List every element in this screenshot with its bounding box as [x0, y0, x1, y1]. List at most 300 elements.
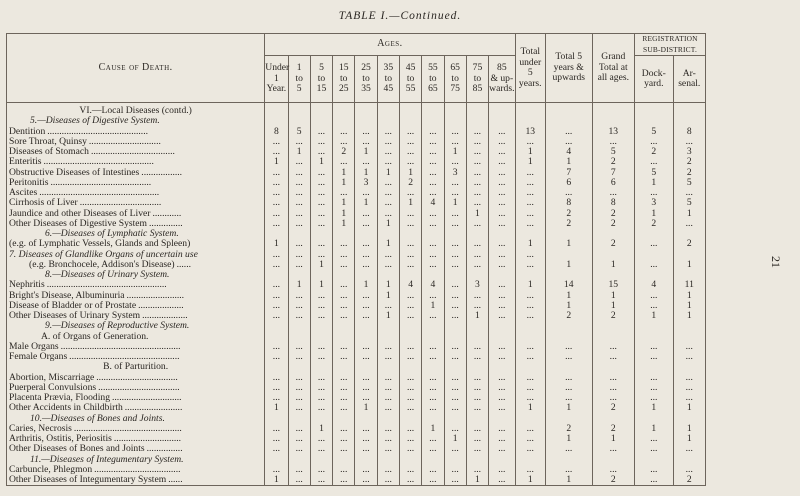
value-cell: ... — [466, 239, 488, 249]
value-cell: ... — [377, 301, 399, 311]
table-row — [7, 147, 706, 157]
value-cell: 2 — [333, 147, 355, 157]
cause-label: Peritonitis .......................................... — [7, 178, 265, 188]
empty-cell — [592, 270, 635, 280]
value-cell: ... — [377, 475, 399, 486]
value-cell: 1 — [333, 178, 355, 188]
value-cell: ... — [489, 209, 515, 219]
empty-cell — [265, 321, 288, 331]
value-cell: ... — [489, 188, 515, 198]
value-cell: ... — [466, 291, 488, 301]
value-cell — [673, 250, 705, 260]
value-cell: ... — [515, 250, 545, 260]
value-cell: ... — [444, 137, 466, 147]
value-cell: ... — [399, 147, 421, 157]
empty-cell — [545, 103, 592, 117]
value-cell: 1 — [310, 157, 332, 167]
value-cell: 4 — [422, 198, 444, 208]
value-cell: ... — [288, 393, 310, 403]
value-cell: ... — [422, 373, 444, 383]
value-cell: ... — [635, 434, 673, 444]
section-heading: 5.—Diseases of Digestive System. — [7, 116, 265, 126]
empty-cell — [444, 116, 466, 126]
value-cell: ... — [489, 342, 515, 352]
value-cell: ... — [355, 352, 377, 362]
value-cell: ... — [333, 157, 355, 167]
value-cell: 2 — [673, 157, 705, 167]
value-cell: ... — [515, 465, 545, 475]
table-row — [7, 301, 706, 311]
empty-cell — [673, 332, 705, 342]
empty-cell — [377, 414, 399, 424]
value-cell: ... — [466, 352, 488, 362]
section-heading-row — [7, 103, 706, 117]
value-cell: ... — [399, 188, 421, 198]
value-cell: ... — [489, 373, 515, 383]
cause-label: Placenta Prævia, Flooding ............................. — [7, 393, 265, 403]
value-cell: ... — [592, 342, 635, 352]
value-cell: 3 — [355, 178, 377, 188]
value-cell: ... — [355, 311, 377, 321]
value-cell: ... — [288, 291, 310, 301]
value-cell: ... — [422, 219, 444, 229]
value-cell: ... — [545, 465, 592, 475]
value-cell: ... — [422, 157, 444, 167]
value-cell: ... — [399, 250, 421, 260]
value-cell: ... — [466, 137, 488, 147]
value-cell: 1 — [545, 434, 592, 444]
value-cell: ... — [355, 465, 377, 475]
empty-cell — [310, 321, 332, 331]
empty-cell — [399, 414, 421, 424]
value-cell: ... — [399, 475, 421, 486]
value-cell: ... — [288, 188, 310, 198]
age-col-header: 55 to 65 — [422, 56, 444, 103]
cause-label: Cirrhosis of Liver .................................. — [7, 198, 265, 208]
empty-cell — [355, 332, 377, 342]
empty-cell — [489, 321, 515, 331]
empty-cell — [377, 455, 399, 465]
value-cell: ... — [422, 127, 444, 137]
value-cell: ... — [399, 424, 421, 434]
value-cell: ... — [489, 250, 515, 260]
value-cell: 8 — [673, 127, 705, 137]
value-cell: 2 — [592, 219, 635, 229]
empty-cell — [545, 321, 592, 331]
value-cell: 1 — [333, 168, 355, 178]
value-cell: ... — [377, 403, 399, 413]
cause-label: Puerperal Convulsions .................................. — [7, 383, 265, 393]
value-cell: 1 — [545, 239, 592, 249]
value-cell: ... — [515, 219, 545, 229]
value-cell: ... — [355, 239, 377, 249]
empty-cell — [635, 229, 673, 239]
empty-cell — [635, 103, 673, 117]
cause-label: Other Diseases of Urinary System ................... — [7, 311, 265, 321]
value-cell: ... — [489, 465, 515, 475]
empty-cell — [444, 103, 466, 117]
value-cell: ... — [288, 157, 310, 167]
cause-label: Nephritis .................................................. — [7, 280, 265, 290]
section-heading-row — [7, 455, 706, 465]
value-cell: 1 — [265, 157, 288, 167]
section-heading-row — [7, 332, 706, 342]
value-cell: ... — [466, 260, 488, 270]
value-cell: ... — [466, 127, 488, 137]
value-cell: ... — [515, 352, 545, 362]
value-cell: 1 — [466, 209, 488, 219]
empty-cell — [422, 229, 444, 239]
value-cell: ... — [265, 219, 288, 229]
value-cell: 1 — [377, 219, 399, 229]
value-cell: ... — [310, 147, 332, 157]
value-cell: ... — [489, 475, 515, 486]
empty-cell — [422, 116, 444, 126]
value-cell: ... — [422, 342, 444, 352]
value-cell: 2 — [673, 475, 705, 486]
empty-cell — [545, 414, 592, 424]
table-row — [7, 434, 706, 444]
empty-cell — [592, 332, 635, 342]
value-cell: ... — [310, 219, 332, 229]
value-cell: ... — [333, 424, 355, 434]
value-cell: ... — [377, 127, 399, 137]
table-row — [7, 475, 706, 486]
table-row — [7, 239, 706, 249]
value-cell: ... — [333, 403, 355, 413]
table-row — [7, 250, 706, 260]
value-cell: 8 — [265, 127, 288, 137]
value-cell: ... — [399, 301, 421, 311]
value-cell: ... — [265, 250, 288, 260]
table-row — [7, 127, 706, 137]
value-cell: ... — [333, 342, 355, 352]
empty-cell — [444, 332, 466, 342]
value-cell: ... — [466, 147, 488, 157]
value-cell: ... — [545, 342, 592, 352]
empty-cell — [288, 270, 310, 280]
empty-cell — [489, 229, 515, 239]
value-cell: ... — [265, 260, 288, 270]
value-cell: 4 — [422, 280, 444, 290]
value-cell: ... — [288, 209, 310, 219]
value-cell: ... — [333, 291, 355, 301]
value-cell: ... — [466, 373, 488, 383]
empty-cell — [422, 455, 444, 465]
cause-label: Other Diseases of Digestive System .............. — [7, 219, 265, 229]
value-cell: ... — [310, 209, 332, 219]
value-cell: ... — [288, 198, 310, 208]
value-cell: ... — [288, 311, 310, 321]
value-cell: 1 — [399, 198, 421, 208]
empty-cell — [466, 270, 488, 280]
cause-label: Sore Throat, Quinsy .............................. — [7, 137, 265, 147]
empty-cell — [310, 103, 332, 117]
value-cell: 2 — [545, 219, 592, 229]
value-cell: ... — [288, 373, 310, 383]
empty-cell — [489, 103, 515, 117]
value-cell: 1 — [673, 260, 705, 270]
cause-label: Carbuncle, Phlegmon .................................... — [7, 465, 265, 475]
value-cell: ... — [310, 127, 332, 137]
value-cell: ... — [377, 465, 399, 475]
section-heading-row — [7, 321, 706, 331]
value-cell: ... — [310, 444, 332, 454]
empty-cell — [310, 332, 332, 342]
value-cell: ... — [466, 157, 488, 167]
value-cell: ... — [489, 168, 515, 178]
empty-cell — [333, 116, 355, 126]
empty-cell — [399, 455, 421, 465]
value-cell: ... — [377, 198, 399, 208]
value-cell: 1 — [673, 291, 705, 301]
value-cell: ... — [466, 383, 488, 393]
value-cell: ... — [288, 342, 310, 352]
value-cell: ... — [422, 250, 444, 260]
value-cell: 2 — [592, 239, 635, 249]
value-cell: ... — [515, 198, 545, 208]
value-cell: 1 — [310, 260, 332, 270]
table-row — [7, 373, 706, 383]
table-row — [7, 352, 706, 362]
value-cell: ... — [489, 260, 515, 270]
value-cell: ... — [466, 434, 488, 444]
empty-cell — [333, 414, 355, 424]
value-cell: ... — [377, 342, 399, 352]
value-cell: ... — [592, 444, 635, 454]
value-cell: ... — [355, 127, 377, 137]
value-cell: 1 — [466, 475, 488, 486]
empty-cell — [466, 332, 488, 342]
empty-cell — [265, 229, 288, 239]
value-cell: ... — [635, 352, 673, 362]
table-row — [7, 188, 706, 198]
table-row — [7, 137, 706, 147]
value-cell: 1 — [444, 434, 466, 444]
empty-cell — [673, 414, 705, 424]
section-heading: 8.—Diseases of Urinary System. — [7, 270, 265, 280]
empty-cell — [444, 455, 466, 465]
value-cell: 1 — [592, 291, 635, 301]
table-row — [7, 209, 706, 219]
value-cell: 1 — [515, 475, 545, 486]
empty-cell — [466, 362, 488, 372]
value-cell: ... — [545, 127, 592, 137]
value-cell: 8 — [545, 198, 592, 208]
empty-cell — [333, 362, 355, 372]
table-row — [7, 424, 706, 434]
value-cell: ... — [355, 188, 377, 198]
empty-cell — [265, 455, 288, 465]
value-cell: ... — [377, 393, 399, 403]
value-cell: ... — [466, 168, 488, 178]
value-cell: ... — [422, 352, 444, 362]
empty-cell — [399, 116, 421, 126]
empty-cell — [422, 362, 444, 372]
value-cell: 5 — [635, 127, 673, 137]
value-cell: 1 — [545, 291, 592, 301]
value-cell: 1 — [333, 209, 355, 219]
value-cell: ... — [635, 393, 673, 403]
value-cell: 1 — [515, 147, 545, 157]
value-cell: ... — [515, 444, 545, 454]
empty-cell — [545, 362, 592, 372]
value-cell: 3 — [466, 280, 488, 290]
table-row — [7, 260, 706, 270]
value-cell: ... — [333, 239, 355, 249]
value-cell: 6 — [545, 178, 592, 188]
value-cell: ... — [288, 383, 310, 393]
value-cell: 2 — [545, 311, 592, 321]
age-col-header: Under 1 Year. — [265, 56, 288, 103]
empty-cell — [515, 270, 545, 280]
value-cell: ... — [545, 444, 592, 454]
age-col-header: 75 to 85 — [466, 56, 488, 103]
empty-cell — [333, 332, 355, 342]
empty-cell — [377, 362, 399, 372]
value-cell: ... — [592, 137, 635, 147]
value-cell: 2 — [592, 424, 635, 434]
value-cell: ... — [399, 260, 421, 270]
value-cell: ... — [635, 383, 673, 393]
empty-cell — [515, 362, 545, 372]
value-cell: ... — [635, 157, 673, 167]
value-cell: ... — [489, 178, 515, 188]
value-cell: ... — [265, 342, 288, 352]
value-cell: ... — [545, 188, 592, 198]
value-cell: ... — [399, 444, 421, 454]
value-cell: ... — [333, 352, 355, 362]
value-cell: ... — [355, 342, 377, 352]
section-heading-row — [7, 362, 706, 372]
value-cell: ... — [288, 434, 310, 444]
value-cell: 1 — [515, 157, 545, 167]
empty-cell — [673, 270, 705, 280]
cause-label: Diseases of Stomach ................................... — [7, 147, 265, 157]
value-cell: 13 — [515, 127, 545, 137]
empty-cell — [635, 116, 673, 126]
empty-cell — [545, 270, 592, 280]
empty-cell — [265, 414, 288, 424]
value-cell: ... — [489, 198, 515, 208]
cause-label: Other Diseases of Integumentary System ...... — [7, 475, 265, 486]
value-cell: 1 — [444, 198, 466, 208]
empty-cell — [592, 116, 635, 126]
empty-cell — [355, 229, 377, 239]
value-cell: 5 — [673, 198, 705, 208]
empty-cell — [444, 321, 466, 331]
table-row — [7, 393, 706, 403]
value-cell: 13 — [592, 127, 635, 137]
empty-cell — [288, 362, 310, 372]
value-cell: ... — [489, 239, 515, 249]
value-cell: ... — [515, 373, 545, 383]
value-cell: ... — [288, 424, 310, 434]
section-heading-row — [7, 229, 706, 239]
empty-cell — [422, 321, 444, 331]
value-cell: ... — [489, 219, 515, 229]
value-cell: ... — [545, 383, 592, 393]
value-cell: 1 — [592, 434, 635, 444]
empty-cell — [489, 362, 515, 372]
value-cell: ... — [377, 250, 399, 260]
empty-cell — [489, 270, 515, 280]
value-cell: ... — [399, 352, 421, 362]
value-cell: ... — [310, 137, 332, 147]
value-cell: ... — [635, 137, 673, 147]
value-cell: ... — [377, 434, 399, 444]
value-cell: ... — [265, 383, 288, 393]
age-col-header: 85 & up- wards. — [489, 56, 515, 103]
value-cell: 7 — [592, 168, 635, 178]
value-cell: 1 — [635, 311, 673, 321]
empty-cell — [355, 321, 377, 331]
value-cell: ... — [333, 301, 355, 311]
value-cell: ... — [635, 260, 673, 270]
value-cell: ... — [673, 373, 705, 383]
empty-cell — [444, 270, 466, 280]
table-row — [7, 311, 706, 321]
value-cell: ... — [466, 465, 488, 475]
value-cell: ... — [288, 219, 310, 229]
empty-cell — [333, 321, 355, 331]
value-cell: ... — [377, 260, 399, 270]
empty-cell — [515, 321, 545, 331]
value-cell: ... — [265, 280, 288, 290]
value-cell: ... — [515, 311, 545, 321]
value-cell: 1 — [466, 311, 488, 321]
value-cell: ... — [265, 147, 288, 157]
empty-cell — [265, 270, 288, 280]
value-cell — [592, 250, 635, 260]
value-cell: 5 — [673, 178, 705, 188]
empty-cell — [422, 332, 444, 342]
empty-cell — [673, 362, 705, 372]
cause-label: Arthritis, Ostitis, Periositis ............................ — [7, 434, 265, 444]
empty-cell — [545, 116, 592, 126]
value-cell: ... — [673, 219, 705, 229]
value-cell: ... — [422, 209, 444, 219]
value-cell: ... — [422, 434, 444, 444]
age-col-header: 45 to 55 — [399, 56, 421, 103]
empty-cell — [515, 455, 545, 465]
value-cell: 4 — [545, 147, 592, 157]
value-cell: ... — [333, 311, 355, 321]
value-cell: ... — [355, 424, 377, 434]
empty-cell — [635, 321, 673, 331]
value-cell: ... — [310, 342, 332, 352]
value-cell: ... — [489, 444, 515, 454]
value-cell: ... — [444, 311, 466, 321]
value-cell: 1 — [355, 403, 377, 413]
value-cell: ... — [673, 393, 705, 403]
value-cell: ... — [265, 137, 288, 147]
empty-cell — [444, 229, 466, 239]
value-cell: ... — [444, 383, 466, 393]
value-cell: ... — [444, 219, 466, 229]
table-row — [7, 444, 706, 454]
value-cell: ... — [265, 198, 288, 208]
table-row — [7, 178, 706, 188]
value-cell: 1 — [333, 219, 355, 229]
value-cell: ... — [377, 178, 399, 188]
value-cell: ... — [355, 444, 377, 454]
grand-total-header: Grand Total at all ages. — [592, 34, 635, 103]
value-cell: ... — [444, 188, 466, 198]
value-cell: ... — [444, 373, 466, 383]
value-cell: ... — [466, 444, 488, 454]
value-cell: ... — [265, 373, 288, 383]
